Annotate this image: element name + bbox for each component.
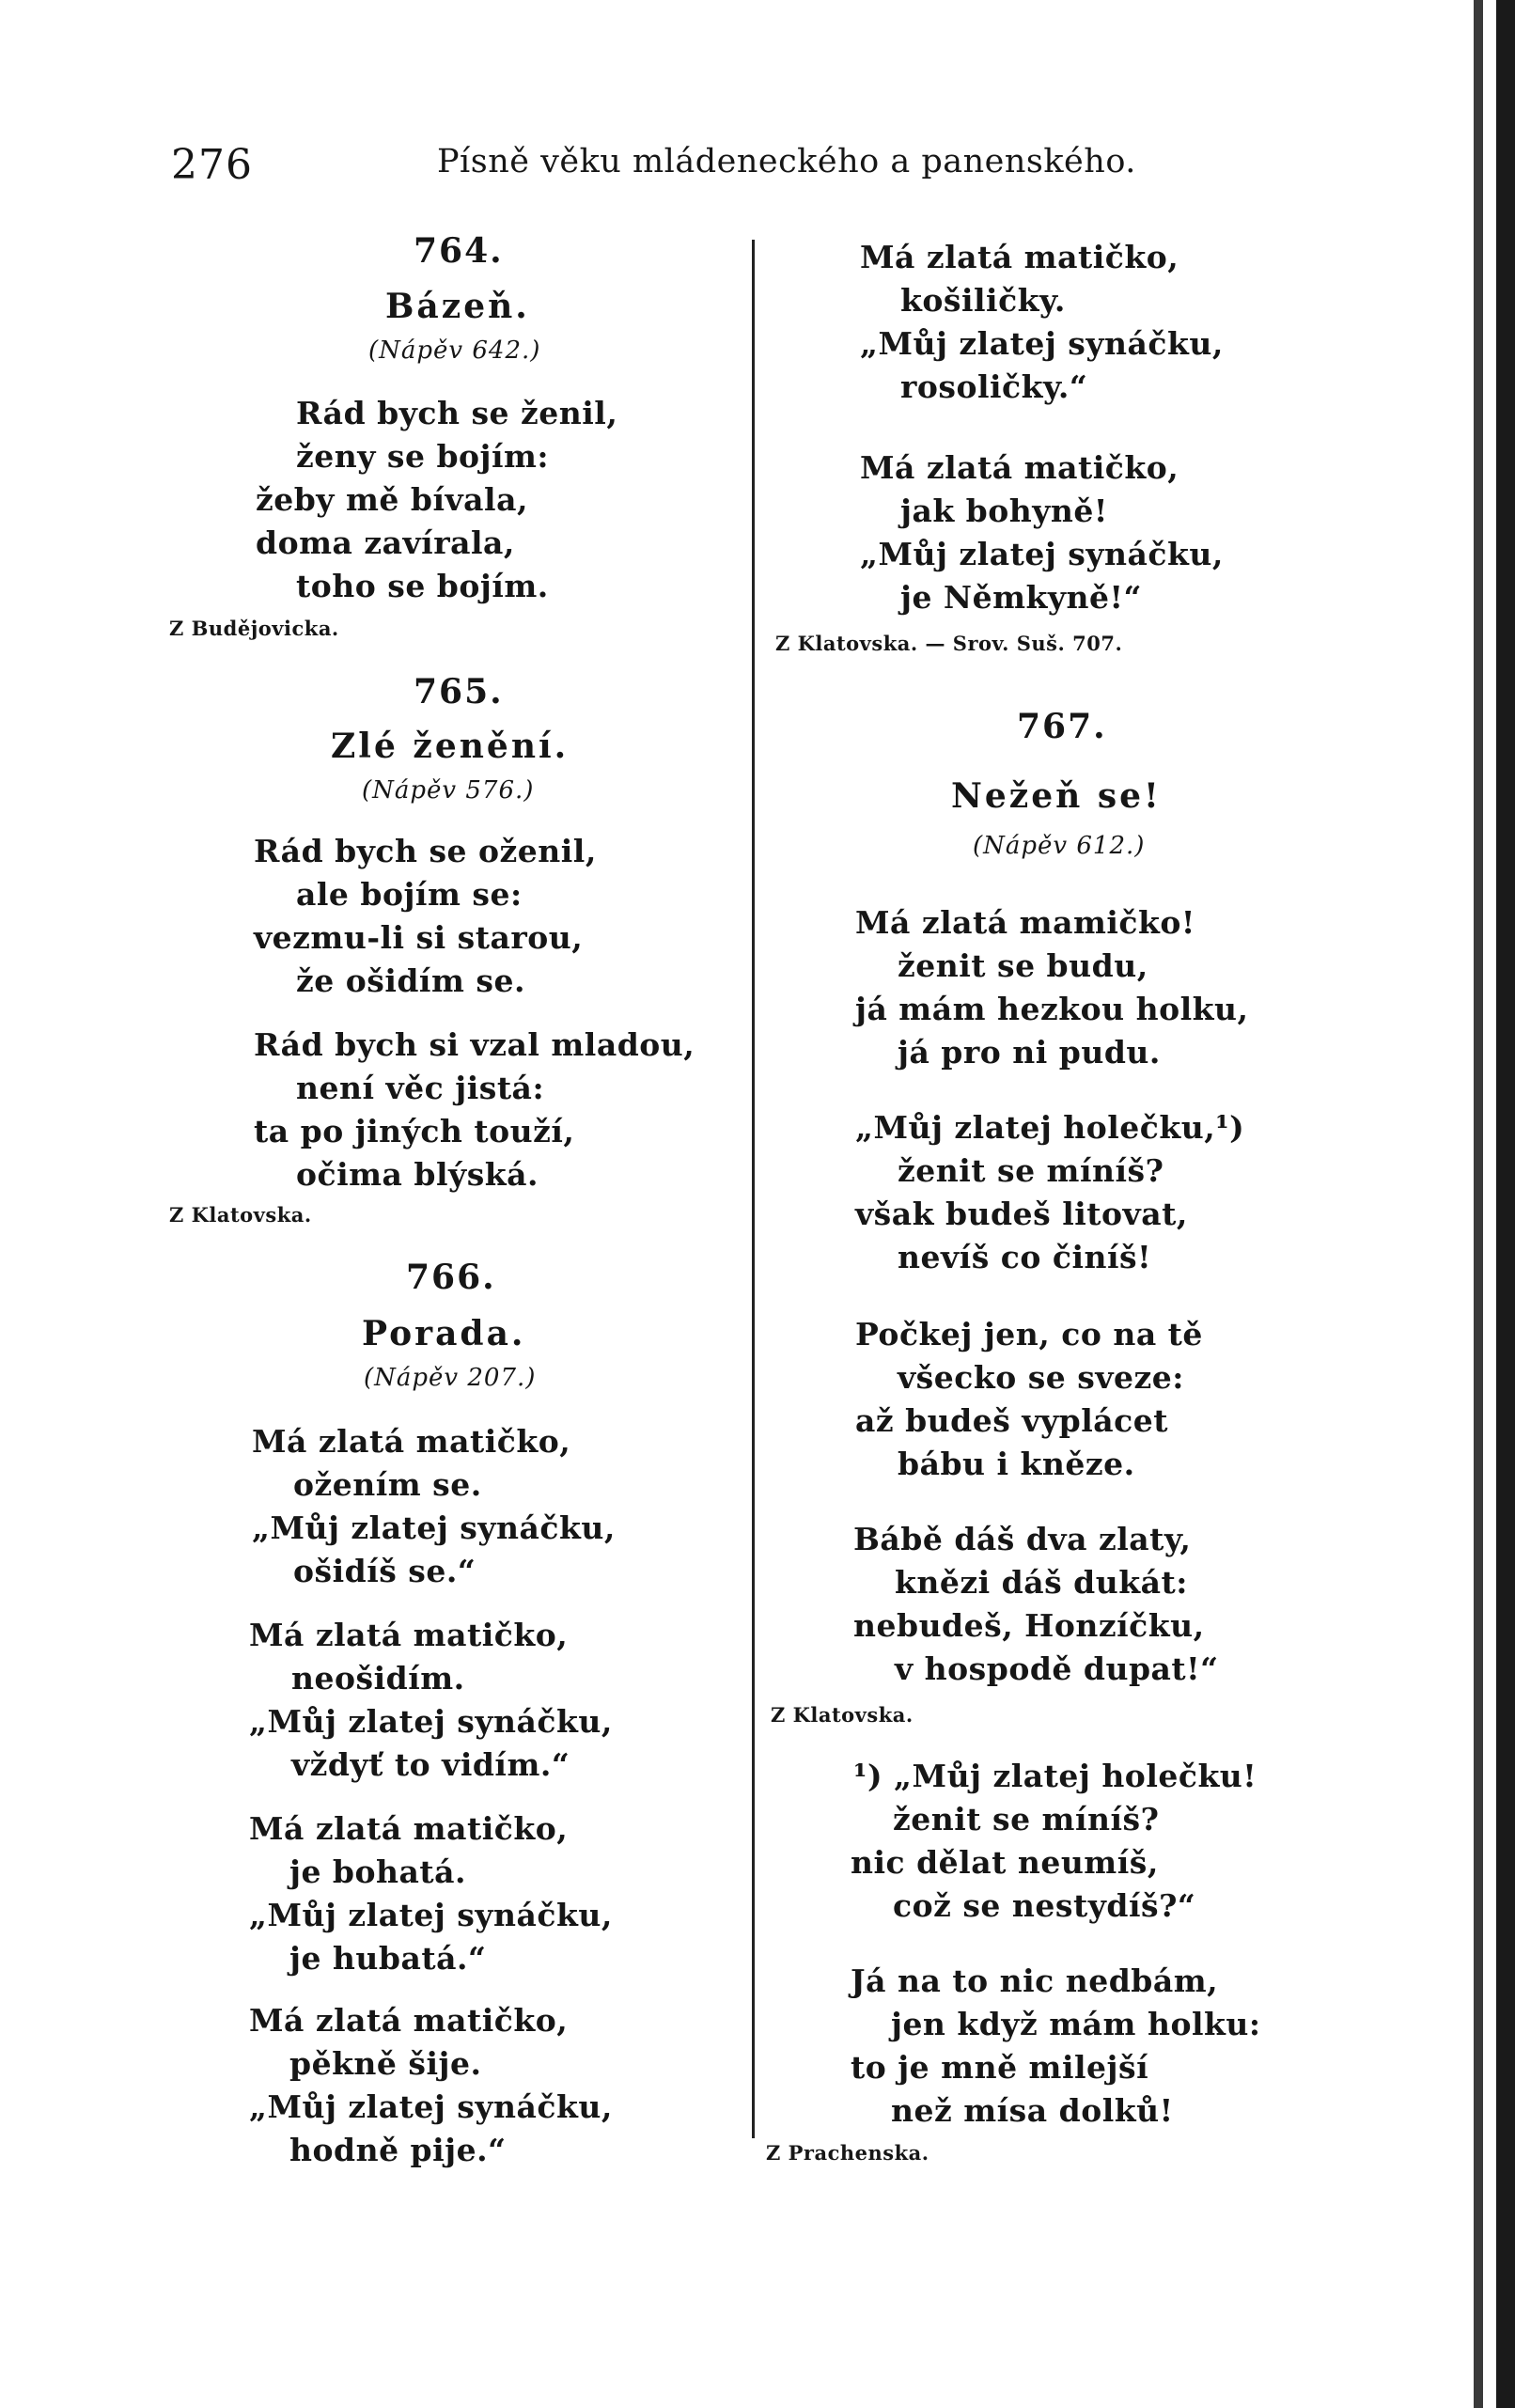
verse-line: Počkej jen, co na tě — [855, 1316, 1203, 1353]
tune-reference: (Nápěv 207.) — [364, 1364, 537, 1392]
verse-line: „Můj zlatej holečku,¹) — [855, 1109, 1245, 1146]
verse-line: je hubatá.“ — [289, 1940, 487, 1977]
song-number: 766. — [406, 1258, 496, 1297]
tune-reference: (Nápěv 642.) — [368, 336, 541, 365]
footnote-line: nic dělat neumíš, — [851, 1844, 1159, 1881]
verse-line: je bohatá. — [289, 1853, 466, 1890]
verse-line: „Můj zlatej synáčku, — [860, 325, 1224, 362]
footnote-line: Já na to nic nedbám, — [851, 1962, 1219, 1999]
verse-line: očima blýská. — [296, 1156, 539, 1193]
verse-line: jak bohyně! — [900, 493, 1108, 529]
verse-line: Má zlatá matičko, — [249, 1810, 569, 1847]
verse-line: všecko se sveze: — [898, 1359, 1184, 1396]
verse-line: že ošidím se. — [296, 962, 525, 999]
verse-line: však budeš litovat, — [855, 1196, 1188, 1232]
verse-line: vždyť to vidím.“ — [291, 1746, 570, 1783]
verse-line: ženit se budu, — [898, 947, 1148, 984]
verse-line: Má zlatá matičko, — [860, 449, 1179, 486]
verse-line: ženy se bojím: — [296, 438, 550, 475]
footnote-line: to je mně milejší — [851, 2049, 1149, 2086]
song-title: Porada. — [362, 1314, 526, 1353]
verse-line: ženit se míníš? — [898, 1152, 1164, 1189]
song-title: Zlé ženění. — [331, 727, 570, 766]
verse-line: v hospodě dupat!“ — [895, 1650, 1219, 1687]
page-number: 276 — [171, 141, 253, 189]
verse-line: Má zlatá matičko, — [860, 239, 1179, 275]
verse-line: „Můj zlatej synáčku, — [252, 1509, 616, 1546]
verse-line: vezmu-li si starou, — [254, 919, 584, 956]
footnote-source: Z Prachenska. — [766, 2141, 929, 2165]
verse-line: nevíš co činíš! — [898, 1239, 1152, 1275]
verse-line: ošidíš se.“ — [293, 1553, 476, 1589]
song-source: Z Klatovska. — Srov. Suš. 707. — [775, 632, 1123, 655]
verse-line: Bábě dáš dva zlaty, — [853, 1521, 1192, 1557]
verse-line: Má zlatá matičko, — [249, 2002, 569, 2039]
verse-line: „Můj zlatej synáčku, — [860, 536, 1224, 572]
verse-line: pěkně šije. — [289, 2045, 482, 2082]
verse-line: ožením se. — [293, 1466, 482, 1503]
verse-line: košiličky. — [900, 282, 1066, 319]
verse-line: nebudeš, Honzíčku, — [853, 1607, 1205, 1644]
tune-reference: (Nápěv 576.) — [362, 776, 535, 805]
verse-line: Má zlatá matičko, — [252, 1423, 571, 1460]
song-number: 764. — [414, 231, 504, 271]
verse-line: doma zavírala, — [256, 524, 515, 561]
verse-line: žeby mě bívala, — [256, 481, 528, 518]
verse-line: „Můj zlatej synáčku, — [249, 2088, 613, 2125]
song-source: Z Klatovska. — [169, 1203, 312, 1227]
song-source: Z Budějovicka. — [169, 617, 339, 640]
verse-line: já mám hezkou holku, — [855, 991, 1249, 1027]
song-number: 767. — [1017, 707, 1107, 746]
verse-line: knězi dáš dukát: — [895, 1564, 1188, 1601]
page-edge-shadow — [1474, 0, 1483, 2408]
running-title: Písně věku mládeneckého a panenského. — [437, 143, 1136, 180]
column-divider — [752, 240, 755, 2138]
verse-line: „Můj zlatej synáčku, — [249, 1897, 613, 1933]
footnote-line: ¹) „Můj zlatej holečku! — [853, 1758, 1257, 1794]
song-title: Nežeň se! — [951, 776, 1162, 816]
verse-line: toho se bojím. — [296, 568, 549, 604]
footnote-line: což se nestydíš?“ — [893, 1887, 1196, 1924]
verse-line: ale bojím se: — [296, 876, 523, 913]
verse-line: je Němkyně!“ — [900, 579, 1142, 616]
verse-line: neošidím. — [291, 1660, 465, 1697]
footnote-line: než mísa dolků! — [891, 2092, 1174, 2129]
verse-line: bábu i kněze. — [898, 1446, 1135, 1482]
verse-line: Má zlatá matičko, — [249, 1617, 569, 1653]
verse-line: hodně pije.“ — [289, 2132, 507, 2168]
verse-line: až budeš vyplácet — [855, 1402, 1168, 1439]
verse-line: rosoličky.“ — [900, 368, 1088, 405]
verse-line: Rád bych si vzal mladou, — [254, 1026, 695, 1063]
song-title: Bázeň. — [385, 287, 530, 326]
verse-line: ta po jiných touží, — [254, 1113, 575, 1149]
song-number: 765. — [414, 672, 504, 711]
footnote-line: jen když mám holku: — [891, 2006, 1261, 2042]
verse-line: já pro ni pudu. — [898, 1034, 1161, 1071]
tune-reference: (Nápěv 612.) — [973, 832, 1146, 860]
footnote-line: ženit se míníš? — [893, 1801, 1160, 1837]
verse-line: Rád bych se oženil, — [254, 833, 597, 869]
verse-line: „Můj zlatej synáčku, — [249, 1703, 613, 1740]
verse-line: není věc jistá: — [296, 1070, 545, 1106]
song-source: Z Klatovska. — [771, 1703, 914, 1727]
verse-line: Má zlatá mamičko! — [855, 904, 1195, 941]
verse-line: Rád bych se ženil, — [296, 395, 618, 431]
page-edge-border — [1496, 0, 1515, 2408]
